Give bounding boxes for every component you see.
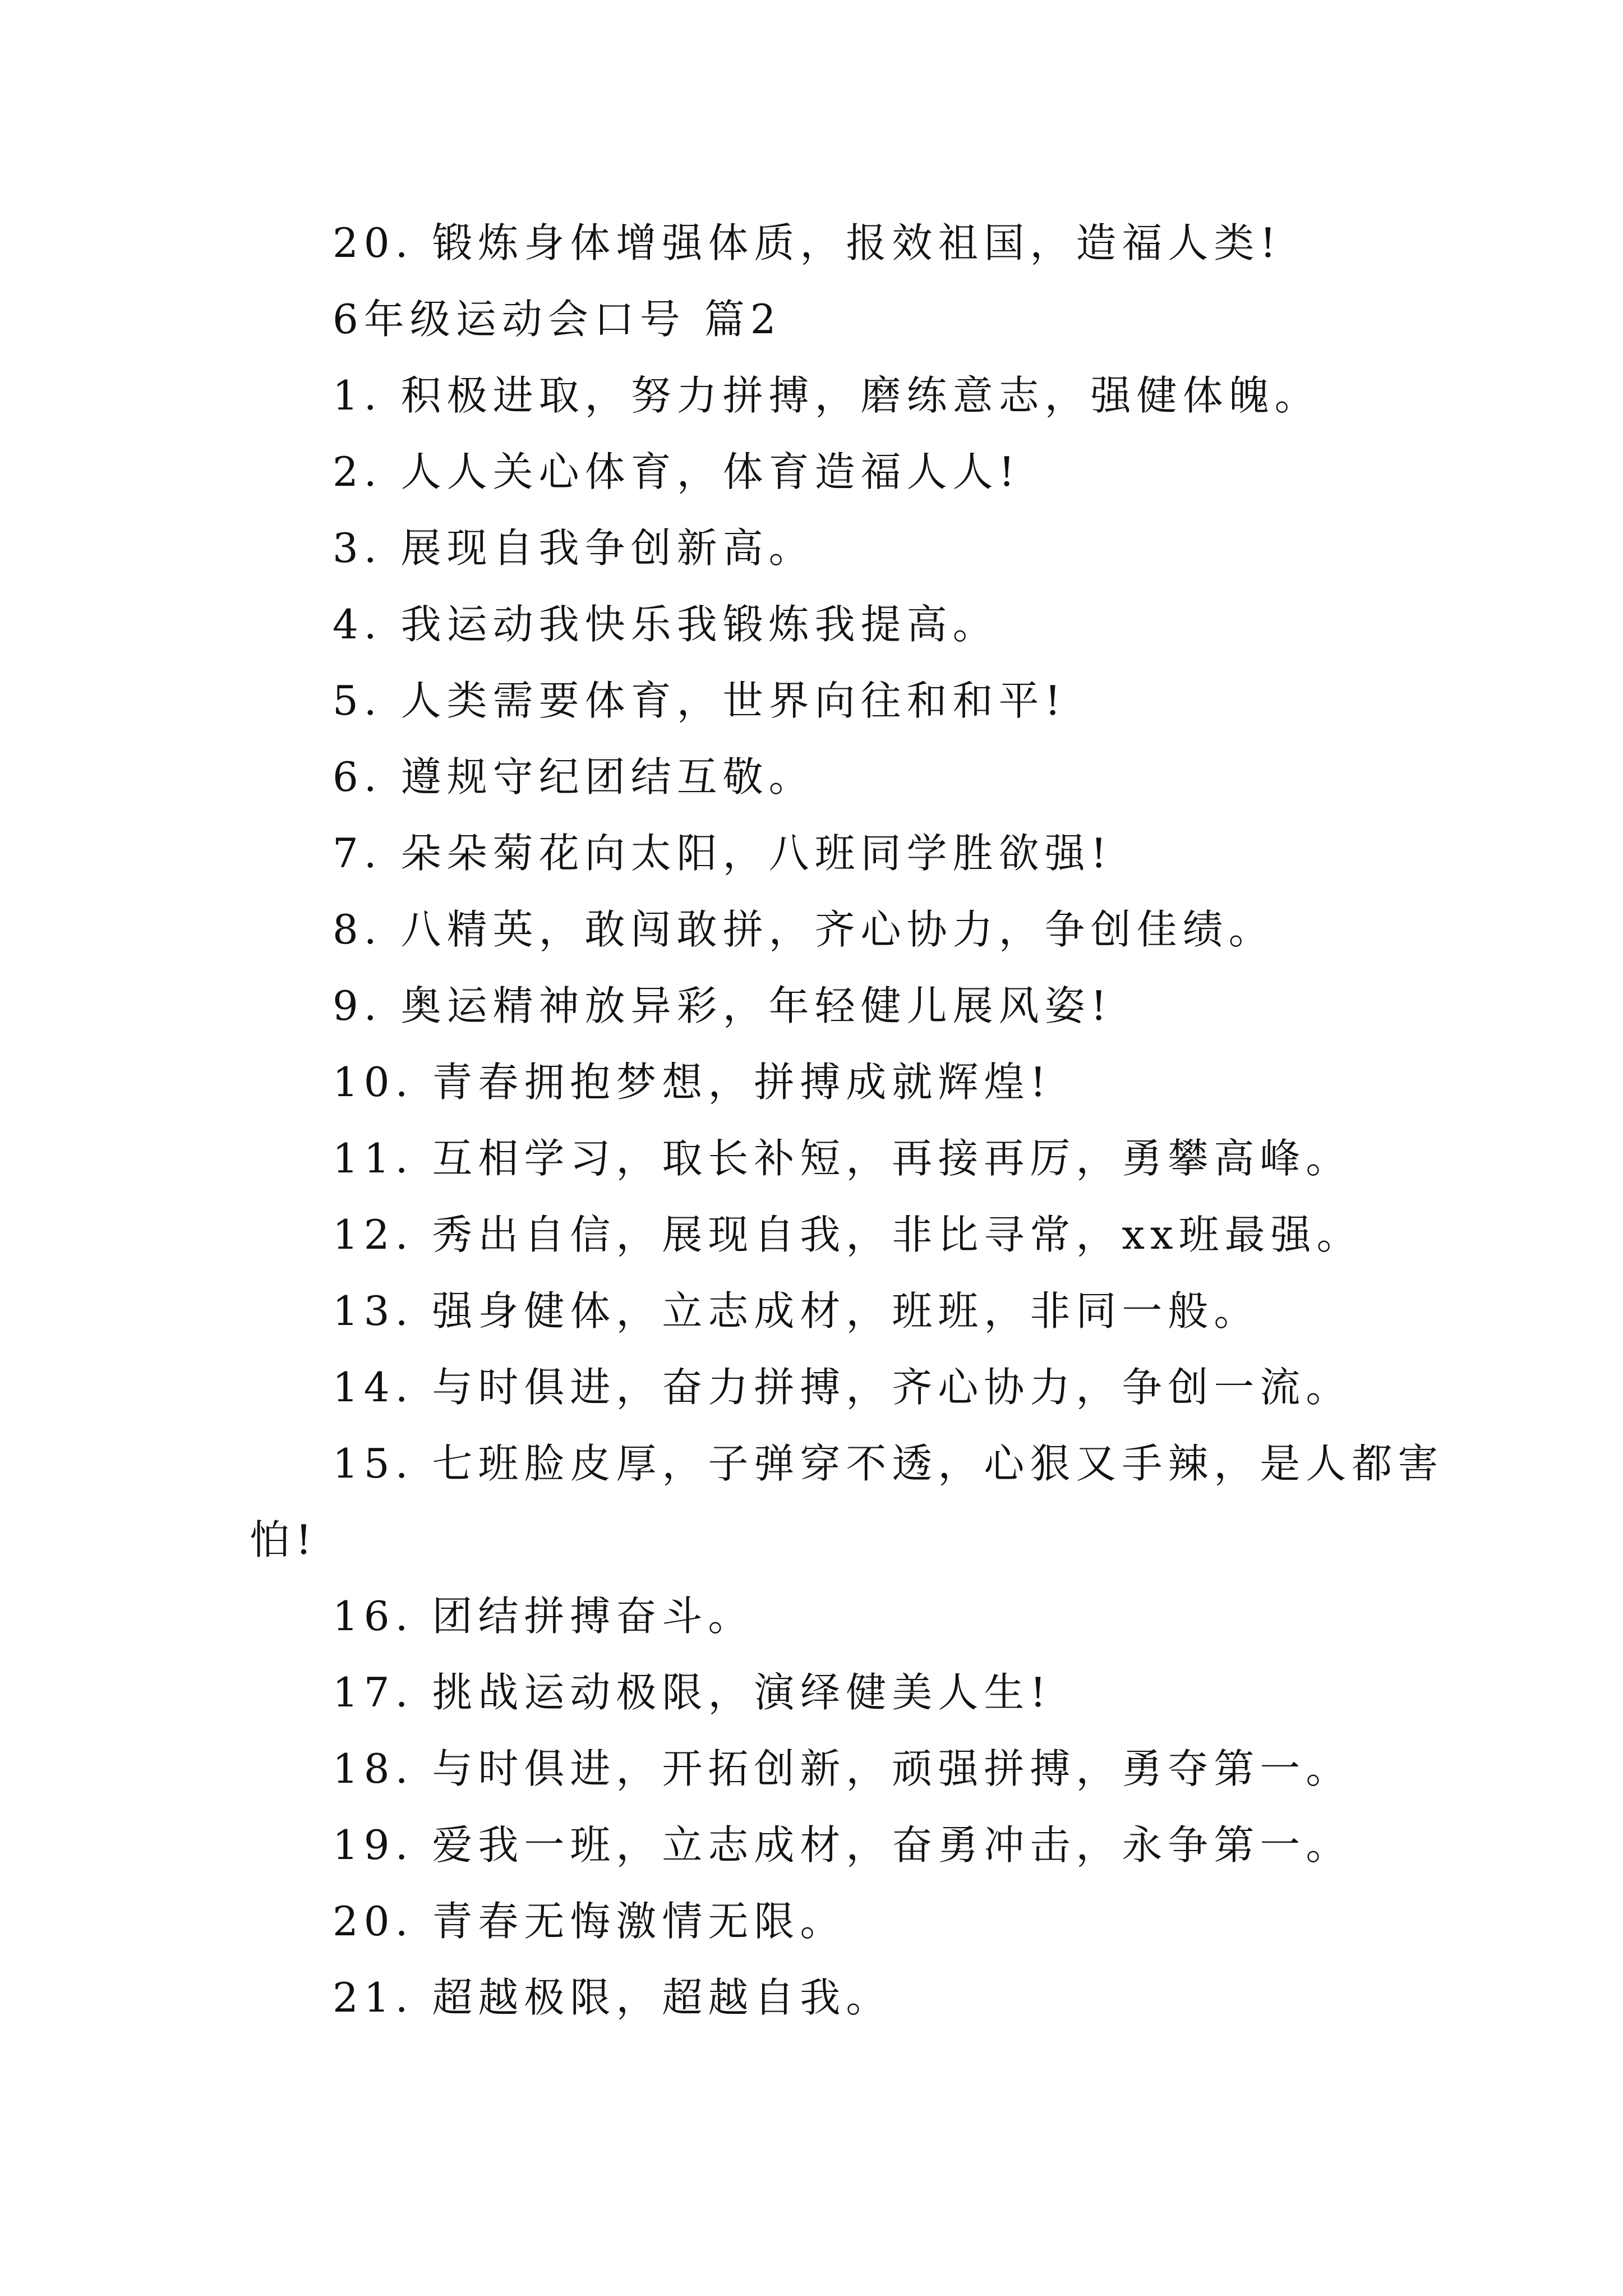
- slogan-line: 6. 遵规守纪团结互敬。: [333, 753, 815, 800]
- slogan-line: 4. 我运动我快乐我锻炼我提高。: [333, 601, 999, 648]
- slogan-line-continuation: 怕!: [250, 1516, 317, 1563]
- slogan-line: 14. 与时俱进，奋力拼搏，齐心协力，争创一流。: [333, 1364, 1352, 1411]
- slogan-line: 11. 互相学习，取长补短，再接再厉，勇攀高峰。: [333, 1135, 1352, 1182]
- slogan-line: 2. 人人关心体育，体育造福人人!: [333, 448, 1021, 495]
- slogan-line: 12. 秀出自信，展现自我，非比寻常，xx班最强。: [333, 1211, 1363, 1258]
- slogan-line: 16. 团结拼搏奋斗。: [333, 1593, 754, 1640]
- slogan-line: 3. 展现自我争创新高。: [333, 524, 815, 572]
- slogan-line: 17. 挑战运动极限，演绎健美人生!: [333, 1669, 1052, 1716]
- slogan-line: 8. 八精英，敢闯敢拼，齐心协力，争创佳绩。: [333, 906, 1275, 953]
- slogan-line: 19. 爱我一班，立志成材，奋勇冲击，永争第一。: [333, 1821, 1352, 1869]
- slogan-line: 7. 朵朵菊花向太阳，八班同学胜欲强!: [333, 830, 1113, 877]
- slogan-line: 21. 超越极限，超越自我。: [333, 1974, 892, 2021]
- slogan-line: 18. 与时俱进，开拓创新，顽强拼搏，勇夺第一。: [333, 1745, 1352, 1792]
- section-heading: 6年级运动会口号 篇2: [333, 296, 782, 343]
- slogan-line: 13. 强身健体，立志成材，班班，非同一般。: [333, 1287, 1260, 1335]
- slogan-line: 9. 奥运精神放异彩，年轻健儿展风姿!: [333, 982, 1113, 1029]
- slogan-line: 20. 锻炼身体增强体质，报效祖国，造福人类!: [333, 219, 1282, 266]
- slogan-line: 10. 青春拥抱梦想，拼搏成就辉煌!: [333, 1059, 1052, 1106]
- slogan-line: 1. 积极进取，努力拼搏，磨练意志，强健体魄。: [333, 372, 1321, 419]
- slogan-line: 20. 青春无悔激情无限。: [333, 1898, 846, 1945]
- slogan-line: 5. 人类需要体育，世界向往和和平!: [333, 677, 1067, 724]
- slogan-line: 15. 七班脸皮厚，子弹穿不透，心狠又手辣，是人都害: [333, 1440, 1444, 1487]
